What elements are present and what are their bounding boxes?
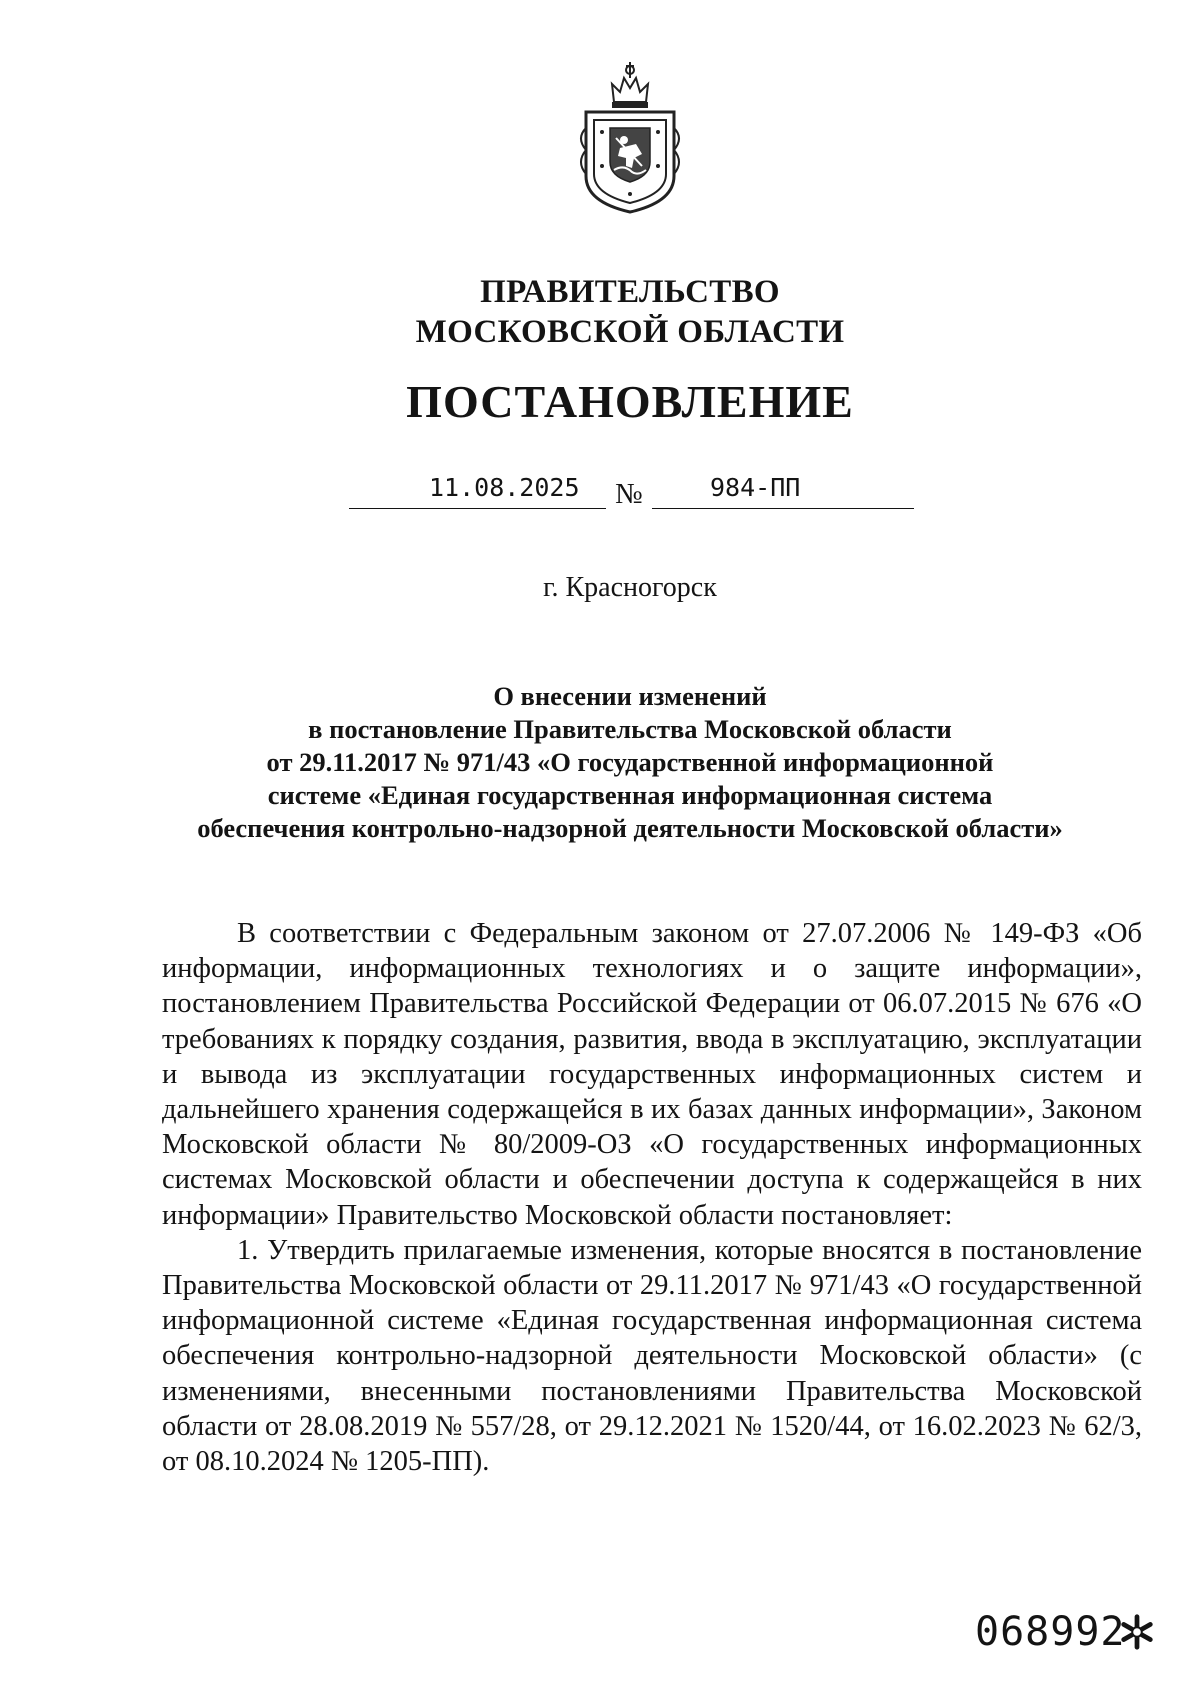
government-name-line1: ПРАВИТЕЛЬСТВО [480, 274, 780, 310]
subject-line: О внесении изменений [493, 681, 767, 711]
body-paragraph: 1. Утвердить прилагаемые изменения, которые вносятся в постановление Правительства Московской области от 29.11.2017 № 971/43 «О государственной информационной системе «Единая государственная информационная система обеспечения контрольно-надзорной деятельности Московской области» (с изменениями, внесенными постановлениями Правительства Московской области от 28.08.2019 № 557/28, от 29.12.2021 № 1520/44, от 16.02.2023 № 62/3, от 08.10.2024 № 1205-ПП). [162, 1234, 1142, 1478]
city: г. Красногорск [543, 572, 717, 603]
government-name [0, 272, 1200, 352]
body-paragraph: В соответствии с Федеральным законом от 27.07.2006 № 149-ФЗ «Об информации, информационных технологиях и о защите информации», постановлением Правительства Российской Федерации от 06.07.2015 № 676 «О требованиях к порядку создания, развития, ввода в эксплуатацию, эксплуатации и вывода из эксплуатации государственных информационных систем и дальнейшего хранения содержащейся в их базах данных информации», Законом Московской области № 80/2009-ОЗ «О государственных информационных системах Московской области и обеспечении доступа к содержащейся в них информации» Правительство Московской области постановляет: [162, 918, 1142, 1231]
subject-line: обеспечения контрольно-надзорной деятельности Московской области» [197, 813, 1063, 843]
subject-line: системе «Единая государственная информационная система [267, 780, 993, 810]
number-field [652, 472, 914, 509]
document-body [162, 916, 1142, 1479]
date-field [349, 472, 606, 509]
form-code: 068992 [975, 1609, 1126, 1655]
document-subject [150, 680, 1110, 845]
subject-line: в постановление Правительства Московской области [308, 714, 952, 744]
document-date: 11.08.2025 [429, 473, 580, 502]
number-sign: № [615, 478, 643, 510]
subject-line: от 29.11.2017 № 971/43 «О государственной информационной [266, 747, 994, 777]
asterisk-icon [1118, 1613, 1156, 1651]
government-name-line2: МОСКОВСКОЙ ОБЛАСТИ [415, 314, 845, 350]
document-number: 984-ПП [710, 473, 801, 502]
moscow-oblast-coat-of-arms-icon [572, 58, 688, 216]
document-type: ПОСТАНОВЛЕНИЕ [406, 376, 854, 427]
